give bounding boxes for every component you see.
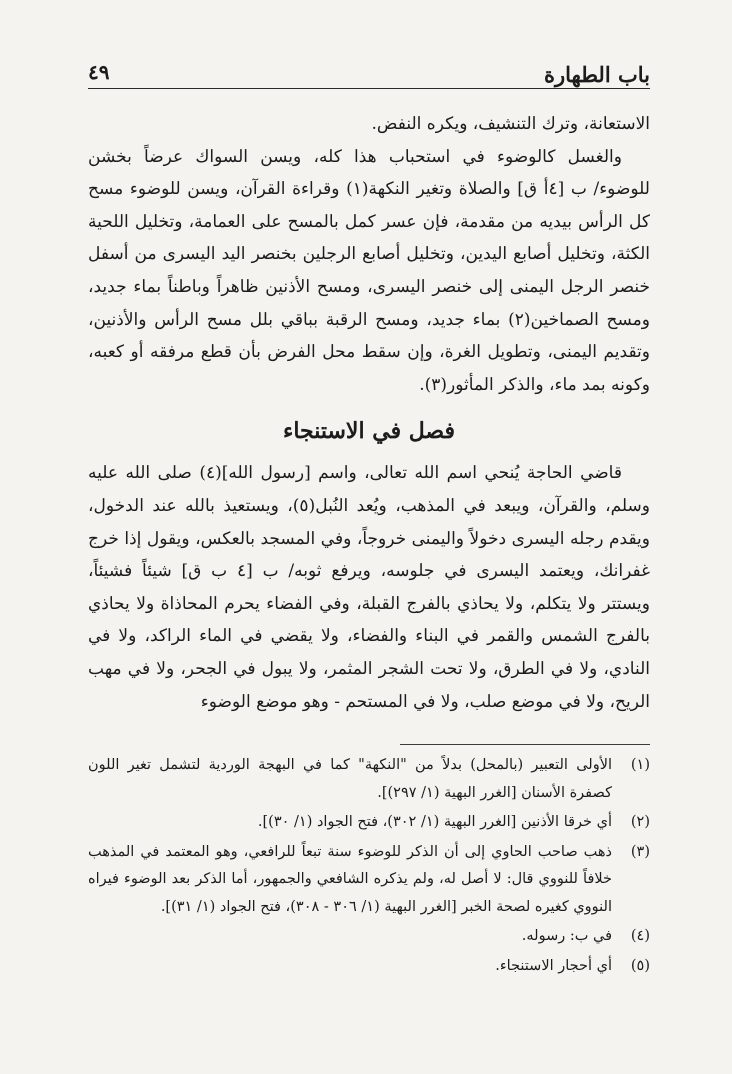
footnote-text: أي خرقا الأذنين [الغرر البهية (١/ ٣٠٢)، فتح الجواد (١/ ٣٠)]. xyxy=(257,814,612,830)
footnote-mark: (١) xyxy=(630,757,650,773)
footnote-mark: (٥) xyxy=(630,957,650,974)
page-number: ٤٩ xyxy=(88,60,110,84)
chapter-title: باب الطهارة xyxy=(543,62,650,87)
footnote xyxy=(88,752,650,807)
footnote-mark: (٤) xyxy=(630,928,650,944)
header-divider xyxy=(88,88,650,89)
section-heading: فصل في الاستنجاء xyxy=(282,418,456,445)
footnote-text: في ب: رسوله. xyxy=(521,928,612,944)
footnote xyxy=(88,923,650,951)
footnotes xyxy=(88,752,650,982)
footnote-text: الأولى التعبير (بالمحل) بدلاً من "النكهة" كما في البهجة الوردية لتشمل تغير اللون كصفرة الأسنان [الغرر البهية (١/ ٢٩٧)]. xyxy=(88,757,612,801)
footnote xyxy=(88,809,650,837)
paragraph: الاستعانة، وترك التنشيف، ويكره النفض. xyxy=(371,114,650,134)
footnote-divider xyxy=(400,744,650,745)
footnote-text: ذهب صاحب الحاوي إلى أن الذكر للوضوء سنة تبعاً للرافعي، وهو المعتمد في المذهب خلافاً للنووي قال: لا أصل له، ولم يذكره الشافعي والجمهور، أما الذكر بعد الوضوء فيراه النووي كغيره لصحة الخبر [الغرر البهية (١/ ٣٠٦ - ٣٠٨)، فتح الجواد (١/ ٣١)]. xyxy=(88,843,612,915)
footnote-mark: (٣) xyxy=(630,843,650,860)
main-text xyxy=(88,108,650,718)
footnote xyxy=(88,839,650,922)
paragraph: والغسل كالوضوء في استحباب هذا كله، ويسن السواك عرضاً بخشن للوضوء/ ب [٤أ ق] والصلاة وتغير النكهة(١) وقراءة القرآن، ويسن للوضوء مسح كل الرأس بيديه من مقدمة، فإن عسر كمل بالمسح على العمامة، وتخليل اللحية الكثة، وتخليل أصابع اليدين، وتخليل أصابع الرجلين بخنصر اليد اليسرى من أسفل خنصر الرجل اليمنى إلى خنصر اليسرى، ومسح الأذنين ظاهراً وباطناً بماء جديد، ومسح الصماخين(٢) بماء جديد، ومسح الرقبة بباقي بلل مسح الرأس والأذنين، وتقديم اليمنى، وتطويل الغرة، وإن سقط محل الفرض بأن قطع مرفقه أو كعبه، وكونه بمد ماء، والذكر المأثور(٣). xyxy=(88,146,650,395)
footnote-mark: (٢) xyxy=(630,814,650,830)
footnote-text: أي أحجار الاستنجاء. xyxy=(495,957,612,974)
paragraph: قاضي الحاجة يُنحي اسم الله تعالى، واسم [رسول الله](٤) صلى الله عليه وسلم، والقرآن، ويبعد في المذهب، ويُعد النُبل(٥)، ويستعيذ بالله عند الدخول، ويقدم رجله اليسرى دخولاً واليمنى خروجاً، وفي المسجد بالعكس، ويقول إذا خرج غفرانك، ويعتمد اليسرى في جلوسه، ويرفع ثوبه/ ب [٤ ب ق] شيئاً فشيئاً، ويستتر ولا يتكلم، ولا يحاذي بالفرج القبلة، وفي الفضاء يحرم المحاذاة ولا يحاذي بالفرج الشمس والقمر في البناء والفضاء، ولا يقضي في الماء الراكد، ولا في النادي، ولا في الطرق، ولا تحت الشجر المثمر، ولا يبول في الجحر، ولا في مهب الريح، ولا في موضع صلب، ولا في المستحم - وهو موضع الوضوء xyxy=(88,463,650,712)
footnote xyxy=(88,953,650,981)
page-header xyxy=(88,52,650,92)
